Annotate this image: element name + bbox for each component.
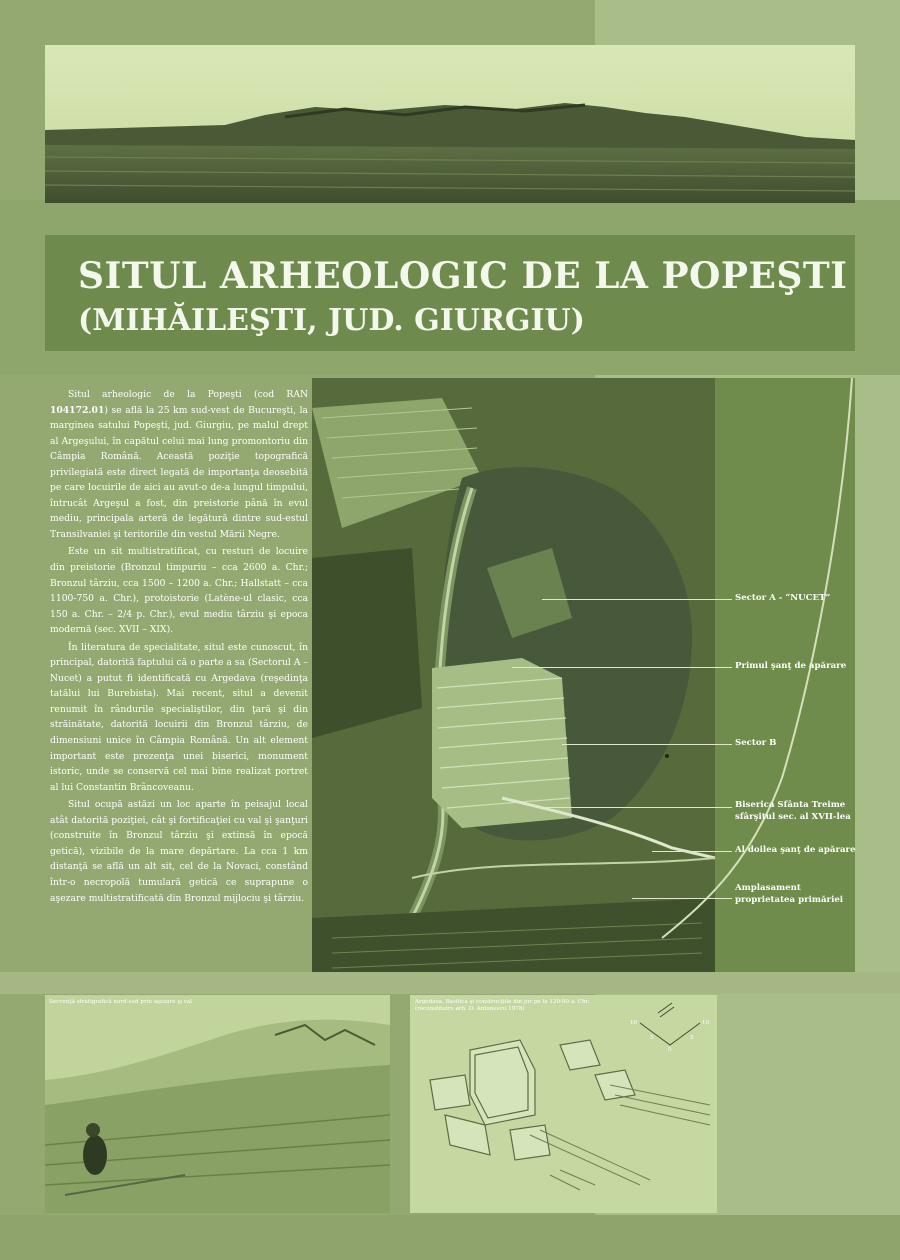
stratigraphy-photo <box>45 995 390 1213</box>
leader-biserica <box>537 807 732 808</box>
ran-code: 104172.01 <box>50 404 105 416</box>
paragraph-1 <box>50 387 308 542</box>
caption-right-1: Argedava. Basilica şi construcţiile din jur pe la 120-90 a. Chr. <box>415 999 590 1005</box>
aerial-map <box>312 378 855 972</box>
scale-label-r10: 10 <box>702 1020 710 1026</box>
scale-label-l10: 10 <box>630 1020 638 1026</box>
label-amplasament-1: Amplasament <box>735 883 801 893</box>
paragraph-3: În literatura de specialitate, situl este cunoscut, în principal, datorită faptului că o parte a sa (Sectorul A – Nucet) a putut fi identificată cu Argedava (reşedinţa tatălui lui Burebista). Mai recent, situl a devenit renumit în rândurile specialiştilor, din ţară şi din străinătate, datorită locuirii din Bronzul târziu, de dimensiuni unice în Câmpia Română. Un alt element important este prezenţa unei biserici, monument istoric, unde se conservă cel mai bine realizat portret al lui Constantin Brâncoveanu. <box>50 641 308 793</box>
label-biserica-1: Biserica Sfânta Treime <box>735 800 846 810</box>
paragraph-2: Este un sit multistratificat, cu resturi de locuire din preistorie (Bronzul timpuriu – cca 2600 a. Chr.; Bronzul târziu, cca 1500 – 1200 a. Chr.; Hallstatt – cca 1100-750 a. Chr.), protoistorie (Latène-ul clasic, cca 150 a. Chr. – 2/4 p. Chr.), evul mediu târziu şi epoca modernă (sec. XVII – XIX). <box>50 546 308 636</box>
background-bottom-band <box>0 1215 900 1260</box>
scale-label-zero: 0 <box>668 1047 672 1053</box>
reconstruction-drawing <box>410 995 717 1213</box>
title-box <box>45 235 855 351</box>
paragraph-1-lead: Situl arheologic de la Popeşti (cod RAN <box>68 389 308 400</box>
caption-left: Secvenţă stratigrafică nord-sud prin aşezare şi val <box>49 999 193 1005</box>
label-amplasament-2: proprietatea primăriei <box>735 895 844 905</box>
leader-sector-b <box>562 744 732 745</box>
scale-label-l5: 5 <box>650 1035 654 1041</box>
label-sector-b: Sector B <box>735 738 777 748</box>
panorama-photo <box>45 45 855 203</box>
description-text <box>50 387 308 908</box>
leader-sector-a <box>542 599 732 600</box>
label-biserica-2: sfârşitul sec. al XVII-lea <box>735 812 851 822</box>
page-title: SITUL ARHEOLOGIC DE LA POPEŞTI <box>78 255 848 297</box>
background-lower-band <box>0 972 900 994</box>
caption-right-2: (reconstituire arh. D. Antonescu 1978) <box>415 1006 525 1012</box>
leader-al-doilea-sant <box>652 851 732 852</box>
label-primul-sant: Primul şanţ de apărare <box>735 661 847 671</box>
label-sector-a: Sector A - “NUCET” <box>735 593 831 603</box>
paragraph-4: Situl ocupă astăzi un loc aparte în peisajul local atât datorită poziţiei, cât şi fortificaţiei cu val şi şanţuri (construite în Bronzul târziu şi extinsă în epocă getică), vizibile de la mare depărtare. La cca 1 km distanţă se află un alt sit, cel de la Novaci, constând într-o necropolă tumulară getică ce suprapune o aşezare multistratificată din Bronzul mijlociu şi târziu. <box>50 799 308 904</box>
page-subtitle: (MIHĂILEŞTI, JUD. GIURGIU) <box>78 303 585 338</box>
label-al-doilea-sant: Al doilea şanţ de apărare <box>735 845 856 855</box>
leader-amplasament <box>632 898 732 899</box>
scale-label-r5: 5 <box>690 1035 694 1041</box>
paragraph-1-rest: ) se află la 25 km sud-vest de Bucureşti, la marginea satului Popeşti, jud. Giurgiu, pe malul drept al Argeşului, în capătul celui mai lung promontoriu din Câmpia Română. Această poziţie topografică privilegiată este direct legată de importanţa deosebită pe care locuirile de aici au avut-o de-a lungul timpului, întrucât Argeşul a fost, din preistorie până în evul mediu, principala arteră de legătură dintre sud-estul Transilvaniei şi teritoriile din vestul Mării Negre. <box>50 404 308 540</box>
leader-primul-sant <box>512 667 732 668</box>
